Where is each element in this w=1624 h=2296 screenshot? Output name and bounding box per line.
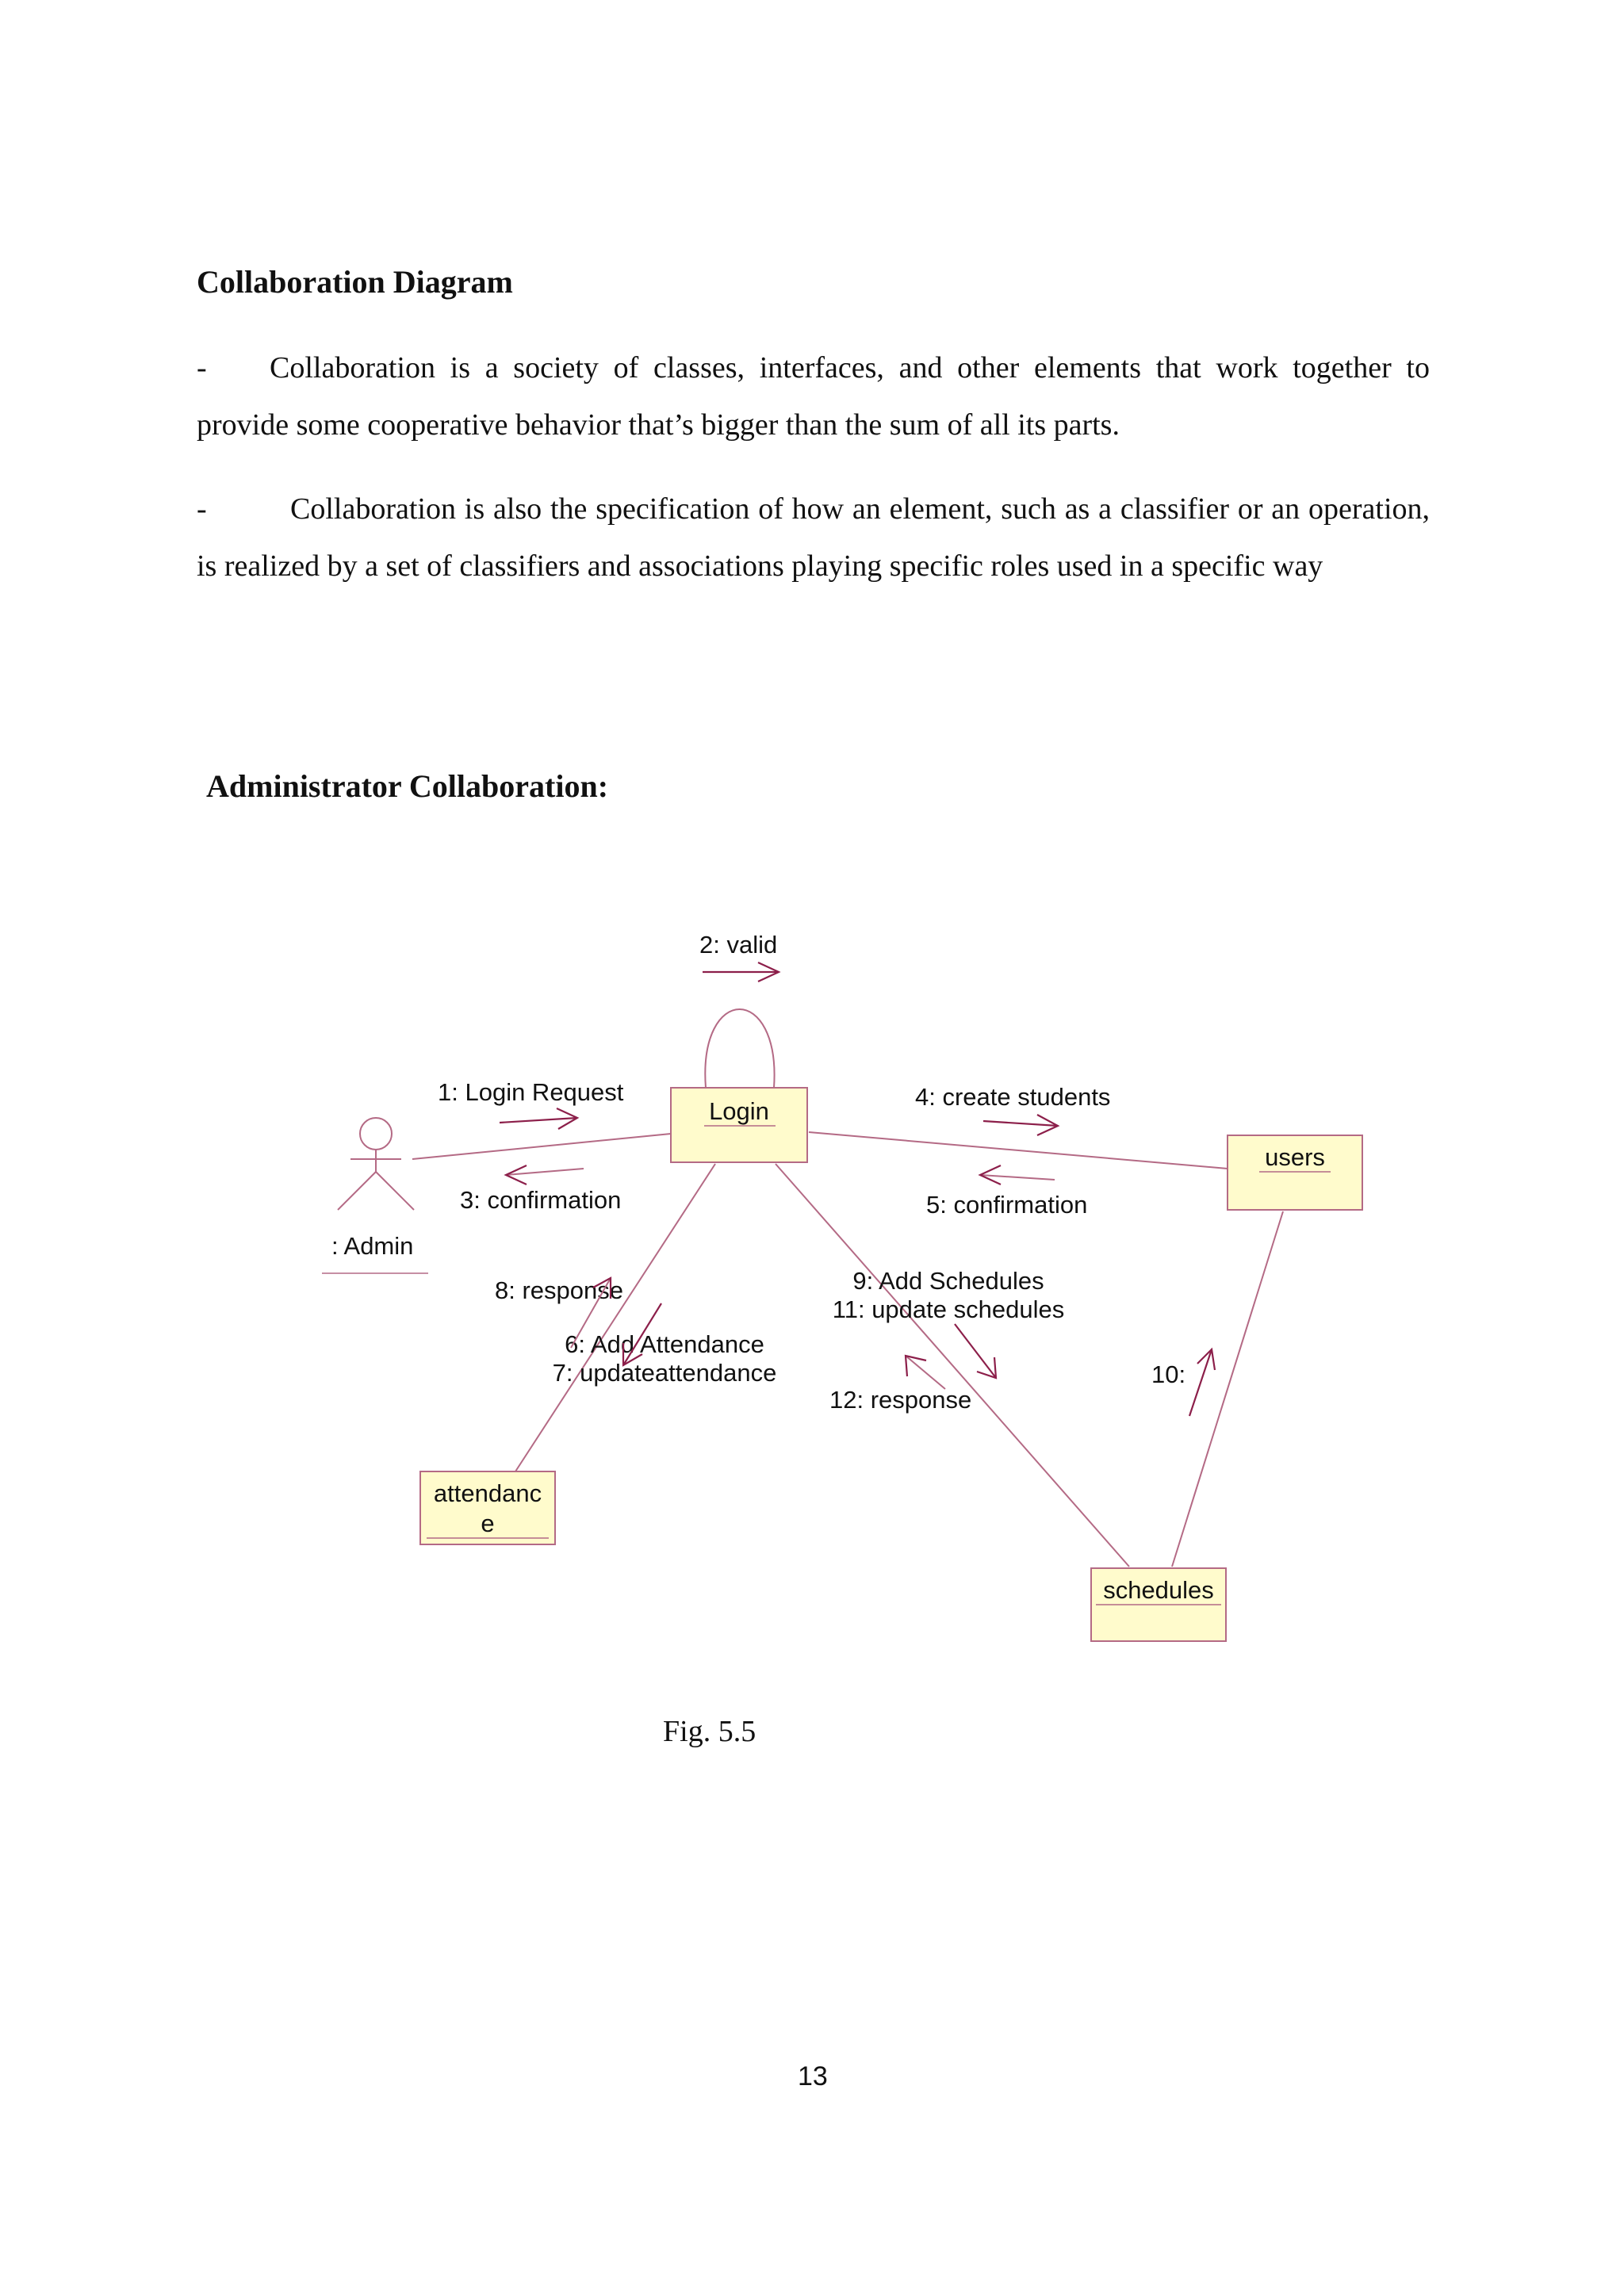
login-object-label: Login xyxy=(709,1097,769,1125)
message-10-arrow xyxy=(1189,1349,1215,1416)
message-9-label: 9: Add Schedules xyxy=(852,1267,1044,1295)
message-6-label: 6: Add Attendance xyxy=(565,1330,764,1358)
message-8-label: 8: response xyxy=(495,1276,623,1304)
message-1-arrow xyxy=(500,1108,577,1129)
paragraph-1-dash: - xyxy=(197,351,207,385)
message-9-11-arrow xyxy=(955,1324,996,1378)
message-12-arrow xyxy=(906,1356,945,1389)
link-login-users xyxy=(809,1132,1228,1169)
message-3-arrow xyxy=(506,1165,584,1184)
message-3-label: 3: confirmation xyxy=(460,1186,622,1214)
message-5-arrow xyxy=(980,1165,1055,1184)
admin-actor-label: : Admin xyxy=(331,1232,414,1260)
paragraph-1-text: Collaboration is a society of classes, interfaces, and other elements that work together to provide some cooperative behavior that’s bigger than the sum of all its parts. xyxy=(197,351,1430,442)
page-number: 13 xyxy=(798,2061,828,2091)
message-12-label: 12: response xyxy=(829,1386,972,1414)
attendance-object-label-1: attendanc xyxy=(433,1479,542,1507)
figure-caption: Fig. 5.5 xyxy=(663,1715,756,1748)
message-2-label: 2: valid xyxy=(699,931,778,959)
link-admin-login xyxy=(412,1134,671,1159)
subsection-heading: Administrator Collaboration: xyxy=(206,768,609,804)
attendance-object-label-2: e xyxy=(481,1510,495,1537)
message-10-label: 10: xyxy=(1151,1360,1186,1388)
message-4-arrow xyxy=(983,1115,1058,1135)
link-login-schedules xyxy=(776,1164,1129,1567)
schedules-object-label: schedules xyxy=(1103,1576,1214,1604)
message-7-label: 7: updateattendance xyxy=(552,1359,777,1387)
paragraph-2-dash: - xyxy=(197,492,207,526)
paragraph-2-text: Collaboration is also the specification of how an element, such as a classifier or an operation, is realized by a set of classifiers and associations playing specific roles used in a specific way xyxy=(197,492,1430,583)
link-users-schedules xyxy=(1172,1211,1283,1567)
admin-actor-icon xyxy=(338,1118,414,1210)
section-heading: Collaboration Diagram xyxy=(197,264,513,300)
message-4-label: 4: create students xyxy=(915,1083,1111,1111)
message-5-label: 5: confirmation xyxy=(926,1191,1088,1219)
users-object-label: users xyxy=(1265,1143,1325,1171)
self-loop-link xyxy=(705,1009,774,1088)
message-11-label: 11: update schedules xyxy=(832,1295,1065,1323)
message-1-label: 1: Login Request xyxy=(438,1078,624,1106)
message-2-arrow xyxy=(703,962,779,982)
